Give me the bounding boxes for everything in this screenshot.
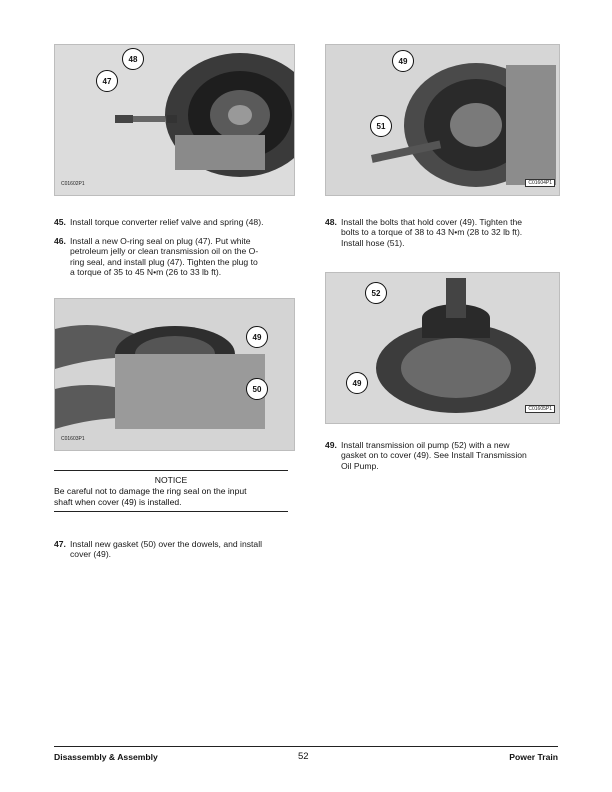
footer-section-title: Disassembly & Assembly [54,752,158,762]
callout-49: 49 [346,372,368,394]
step-text: petroleum jelly or clean transmission oil on the O- [70,246,259,257]
step-46 [54,236,294,278]
step-text: Install new gasket (50) over the dowels, and install [70,539,263,549]
figure-id-label: C01604P1 [525,179,555,187]
photo-illustration [326,273,559,423]
callout-49: 49 [392,50,414,72]
step-49 [325,440,560,471]
step-number: 45. [54,217,66,227]
figure-id-label: C01605P1 [525,405,555,413]
figure-id-label: C01603P1 [61,436,85,442]
step-text: cover (49). [70,549,112,560]
callout-51: 51 [370,115,392,137]
photo-illustration [55,299,294,450]
step-number: 47. [54,539,66,549]
figure-relief-valve-photo [54,44,295,196]
step-number: 48. [325,217,337,227]
step-number: 46. [54,236,66,246]
step-47 [54,539,294,560]
step-text: bolts to a torque of 38 to 43 N•m (28 to 32 lb ft). [341,227,523,238]
notice-title: NOTICE [154,475,188,485]
step-number: 49. [325,440,337,450]
step-text: Install hose (51). [341,237,405,248]
callout-52: 52 [365,282,387,304]
step-text: ring seal, and install plug (47). Tighten the plug to [70,256,258,267]
footer-divider [54,746,558,747]
step-text: Install torque converter relief valve and spring (48). [70,217,264,227]
figure-id-label: C01602P1 [61,181,85,187]
callout-50: 50 [246,378,268,400]
step-text: Install a new O-ring seal on plug (47). Put white [70,236,251,246]
step-45 [54,217,294,227]
notice-text: Be careful not to damage the ring seal on the input [54,486,247,497]
callout-47: 47 [96,70,118,92]
figure-cover-bolts-photo [325,44,560,196]
step-text: gasket on to cover (49). See Install Transmission [341,450,527,461]
figure-gasket-cover-photo [54,298,295,451]
step-text: Oil Pump. [341,460,379,471]
notice-text: shaft when cover (49) is installed. [54,496,182,507]
step-48 [325,217,560,248]
footer-chapter-title: Power Train [509,752,558,762]
callout-49: 49 [246,326,268,348]
step-text: Install the bolts that hold cover (49). Tighten the [341,217,523,227]
notice-box [54,470,288,512]
page-number: 52 [298,751,309,762]
photo-illustration [326,45,559,195]
step-text: Install transmission oil pump (52) with a new [341,440,510,450]
callout-48: 48 [122,48,144,70]
step-text: a torque of 35 to 45 N•m (26 to 33 lb ft). [70,267,222,278]
photo-illustration [55,45,294,195]
figure-oil-pump-photo [325,272,560,424]
